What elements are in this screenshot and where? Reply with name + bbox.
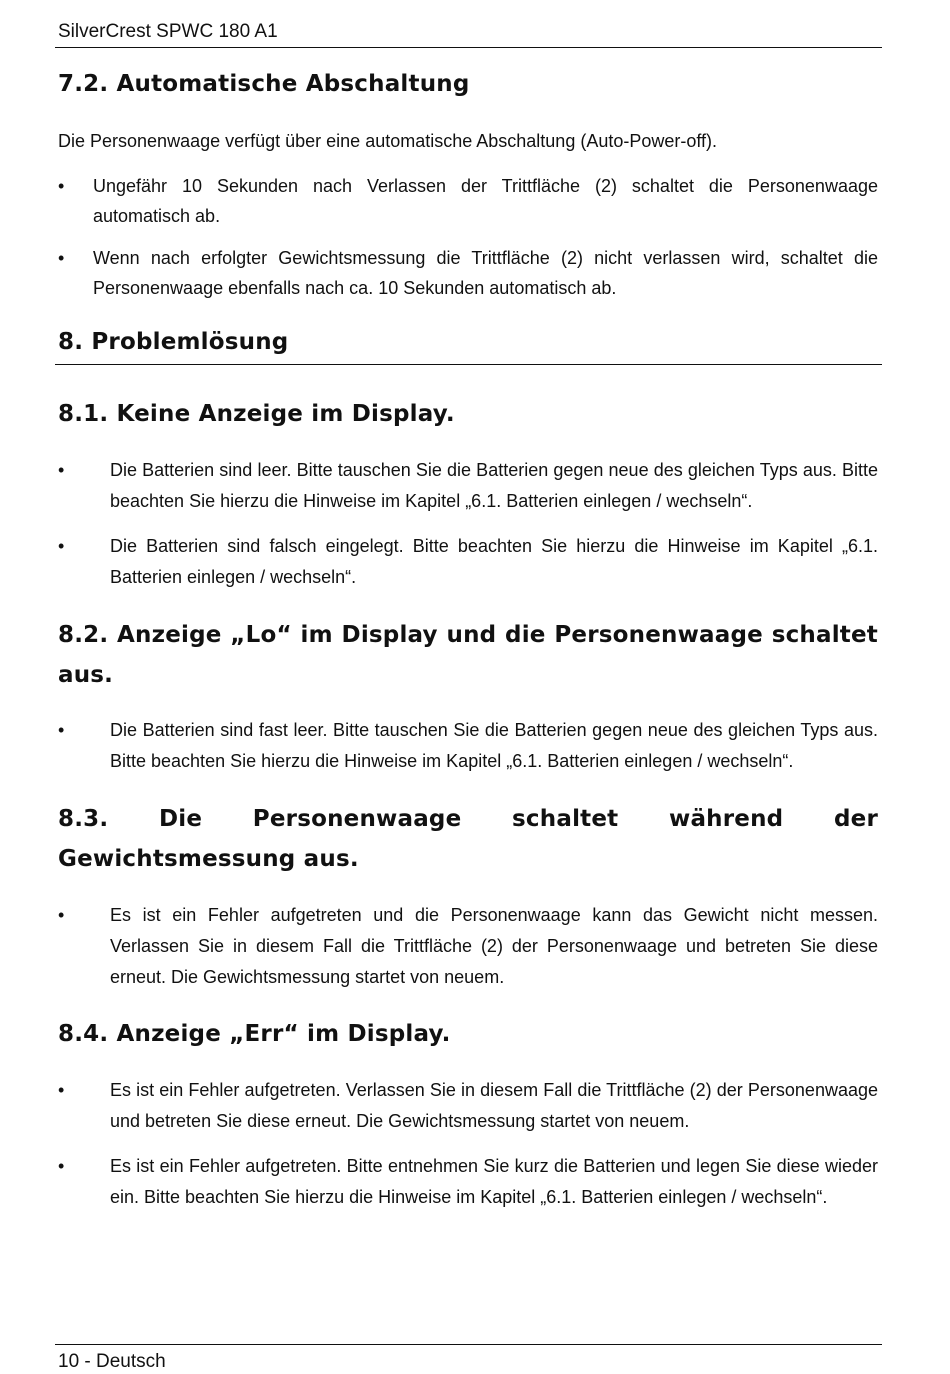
- list-item-text: Es ist ein Fehler aufgetreten. Verlassen Sie in diesem Fall die Trittfläche (2) der Personenwaage und betreten Sie diese erneut. Die Gewichtsmessung startet von neuem.: [110, 1080, 878, 1131]
- bullet-icon: •: [58, 460, 65, 480]
- bullet-icon: •: [58, 248, 65, 268]
- list-item-text: Ungefähr 10 Sekunden nach Verlassen der Trittfläche (2) schaltet die Personenwaage automatisch ab.: [93, 176, 878, 226]
- heading-8-3: 8.3. Die Personenwaage schaltet während der Gewichtsmessung aus.: [58, 806, 878, 872]
- list-item: [58, 900, 878, 993]
- list-item: [58, 171, 878, 231]
- heading-8-4: 8.4. Anzeige „Err“ im Display.: [58, 1021, 451, 1047]
- list-item-text: Es ist ein Fehler aufgetreten und die Personenwaage kann das Gewicht nicht messen. Verlassen Sie in diesem Fall die Trittfläche (2) der Personenwaage und betreten Sie diese erneut. Die Gewichtsmessung startet von neuem.: [110, 905, 878, 987]
- bullet-icon: •: [58, 536, 65, 556]
- paragraph-auto-off-intro: Die Personenwaage verfügt über eine automatische Abschaltung (Auto-Power-off).: [58, 131, 718, 151]
- list-item: [58, 715, 878, 777]
- bullet-icon: •: [58, 905, 65, 925]
- heading-7-2: 7.2. Automatische Abschaltung: [58, 71, 470, 97]
- bullet-icon: •: [58, 1080, 65, 1100]
- list-item-text: Die Batterien sind fast leer. Bitte tauschen Sie die Batterien gegen neue des gleichen Typs aus. Bitte beachten Sie hierzu die Hinweise im Kapitel „6.1. Batterien einlegen / wechseln“.: [110, 720, 878, 771]
- list-item-text: Wenn nach erfolgter Gewichtsmessung die Trittfläche (2) nicht verlassen wird, schaltet die Personenwaage ebenfalls nach ca. 10 Sekunden automatisch ab.: [93, 248, 878, 298]
- footer-rule: [55, 1344, 882, 1345]
- list-item: [58, 1151, 878, 1213]
- bullet-icon: •: [58, 176, 65, 196]
- section-rule: [55, 364, 882, 365]
- list-item-text: Es ist ein Fehler aufgetreten. Bitte entnehmen Sie kurz die Batterien und legen Sie diese wieder ein. Bitte beachten Sie hierzu die Hinweise im Kapitel „6.1. Batterien einlegen / wechseln“.: [110, 1156, 878, 1207]
- list-item-text: Die Batterien sind leer. Bitte tauschen Sie die Batterien gegen neue des gleichen Typs aus. Bitte beachten Sie hierzu die Hinweise im Kapitel „6.1. Batterien einlegen / wechseln“.: [110, 460, 878, 511]
- list-item: [58, 243, 878, 303]
- page-footer: 10 - Deutsch: [58, 1351, 166, 1372]
- heading-8: 8. Problemlösung: [58, 329, 289, 355]
- heading-8-2: 8.2. Anzeige „Lo“ im Display und die Personenwaage schaltet aus.: [58, 622, 878, 688]
- bullet-icon: •: [58, 720, 65, 740]
- heading-8-1: 8.1. Keine Anzeige im Display.: [58, 401, 455, 427]
- header-rule: [55, 47, 882, 48]
- list-item: [58, 1075, 878, 1137]
- list-item: [58, 531, 878, 593]
- bullet-icon: •: [58, 1156, 65, 1176]
- list-item: [58, 455, 878, 517]
- page-header: SilverCrest SPWC 180 A1: [58, 21, 278, 42]
- list-item-text: Die Batterien sind falsch eingelegt. Bitte beachten Sie hierzu die Hinweise im Kapitel „6.1. Batterien einlegen / wechseln“.: [110, 536, 878, 587]
